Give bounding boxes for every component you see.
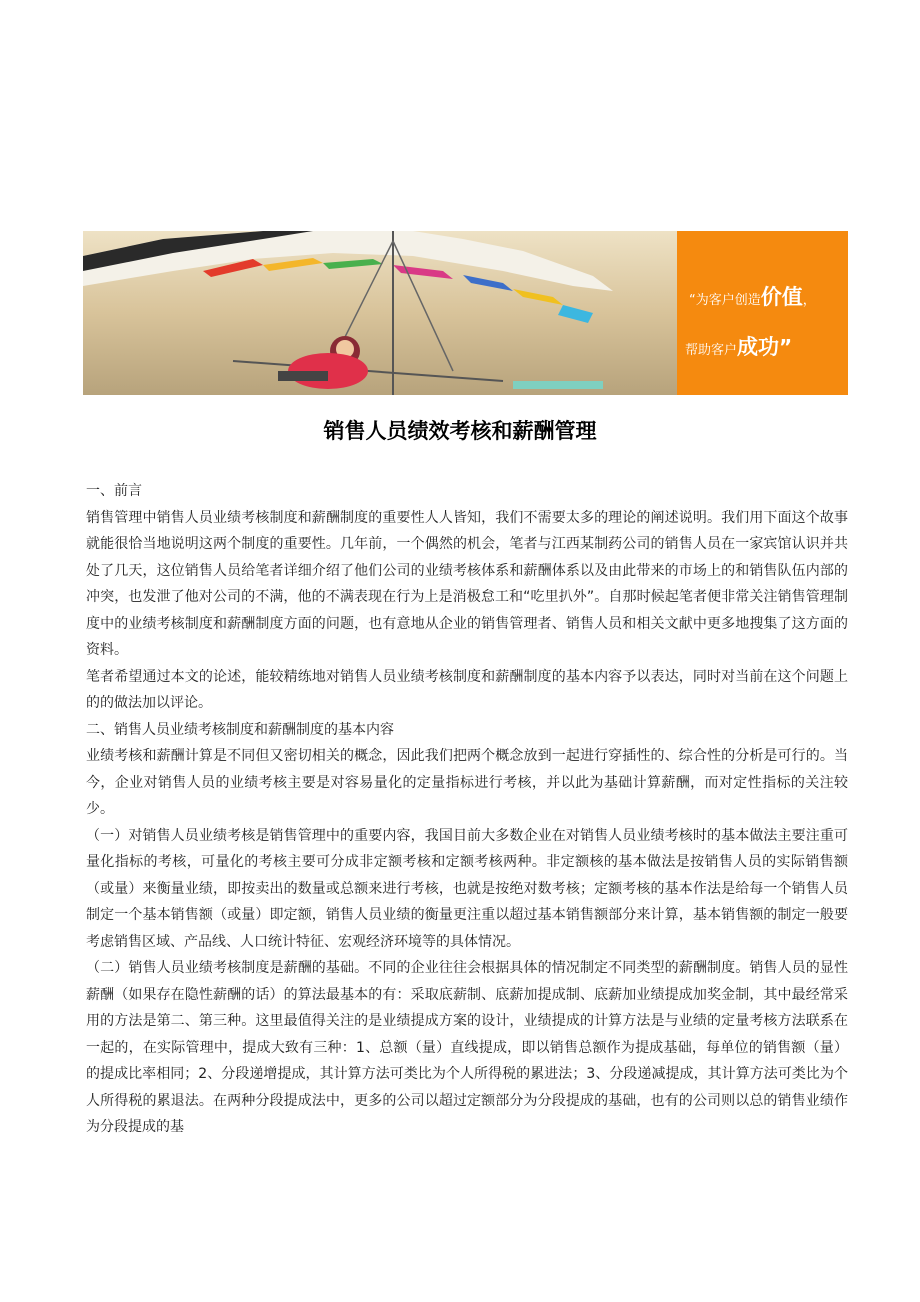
paragraph: 销售管理中销售人员业绩考核制度和薪酬制度的重要性人人皆知，我们不需要太多的理论的阐述说明。我们用下面这个故事就能很恰当地说明这两个制度的重要性。几年前，一个偶然的机会，笔者与江西某制药公司的销售人员在一家宾馆认识并共处了几天，这位销售人员给笔者详细介绍了他们公司的业绩考核体系和薪酬体系以及由此带来的市场上的和销售队伍内部的冲突，也发泄了他对公司的不满，他的不满表现在行为上是消极怠工和“吃里扒外”。自那时候起笔者便非常关注销售管理制度中的业绩考核制度和薪酬制度方面的问题，也有意地从企业的销售管理者、销售人员和相关文献中更多地搜集了这方面的资料。 [86, 509, 848, 658]
paragraph: 业绩考核和薪酬计算是不同但又密切相关的概念，因此我们把两个概念放到一起进行穿插性的、综合性的分析是可行的。当今，企业对销售人员的业绩考核主要是对容易量化的定量指标进行考核，并以此为基础计算薪酬，而对定性指标的关注较少。 [86, 748, 848, 817]
paragraph: （一）对销售人员业绩考核是销售管理中的重要内容，我国目前大多数企业在对销售人员业绩考核时的基本做法主要注重可量化指标的考核，可量化的考核主要可分成非定额考核和定额考核两种。非定额核的基本做法是按销售人员的实际销售额（或量）来衡量业绩，即按卖出的数量或总额来进行考核，也就是按绝对数考核；定额考核的基本作法是给每一个销售人员制定一个基本销售额（或量）即定额，销售人员业绩的衡量更注重以超过基本销售额部分来计算，基本销售额的制定一般要考虑销售区域、产品线、人口统计特征、宏观经济环境等的具体情况。 [86, 827, 848, 950]
section-heading-preface: 一、前言 [86, 483, 142, 499]
header-banner [83, 231, 848, 395]
paragraph: 笔者希望通过本文的论述，能较精练地对销售人员业绩考核制度和薪酬制度的基本内容予以表达，同时对当前在这个问题上的的做法加以评论。 [86, 668, 848, 711]
slogan-line-1-prefix: “为客户创造 [689, 293, 761, 308]
document-body [86, 478, 848, 1141]
hang-glider-photo [83, 231, 677, 395]
slogan-panel [677, 231, 848, 395]
slogan-line-2-prefix: 帮助客户 [685, 343, 738, 358]
paragraph: （二）销售人员业绩考核制度是薪酬的基础。不同的企业往往会根据具体的情况制定不同类型的薪酬制度。销售人员的显性薪酬（如果存在隐性薪酬的话）的算法最基本的有：采取底薪制、底薪加提成制、底薪加业绩提成加奖金制，其中最经常采用的方法是第二、第三种。这里最值得关注的是业绩提成方案的设计，业绩提成的计算方法是与业绩的定量考核方法联系在一起的，在实际管理中，提成大致有三种：1、总额（量）直线提成，即以销售总额作为提成基础，每单位的销售额（量）的提成比率相同；2、分段递增提成，其计算方法可类比为个人所得税的累进法；3、分段递减提成，其计算方法可类比为个人所得税的累退法。在两种分段提成法中，更多的公司以超过定额部分为分段提成的基础，也有的公司则以总的销售业绩作为分段提成的基 [86, 960, 848, 1135]
document-title: 销售人员绩效考核和薪酬管理 [323, 419, 597, 443]
slogan-line-2-suffix: ” [779, 335, 793, 359]
slogan-line-1 [689, 281, 816, 311]
slogan-line-1-emphasis: 价值 [760, 285, 803, 309]
slogan-line-2 [685, 331, 792, 361]
section-heading-basics: 二、销售人员业绩考核制度和薪酬制度的基本内容 [86, 721, 394, 738]
slogan-line-2-emphasis: 成功 [737, 335, 780, 359]
slogan-line-1-suffix: ， [802, 293, 816, 308]
